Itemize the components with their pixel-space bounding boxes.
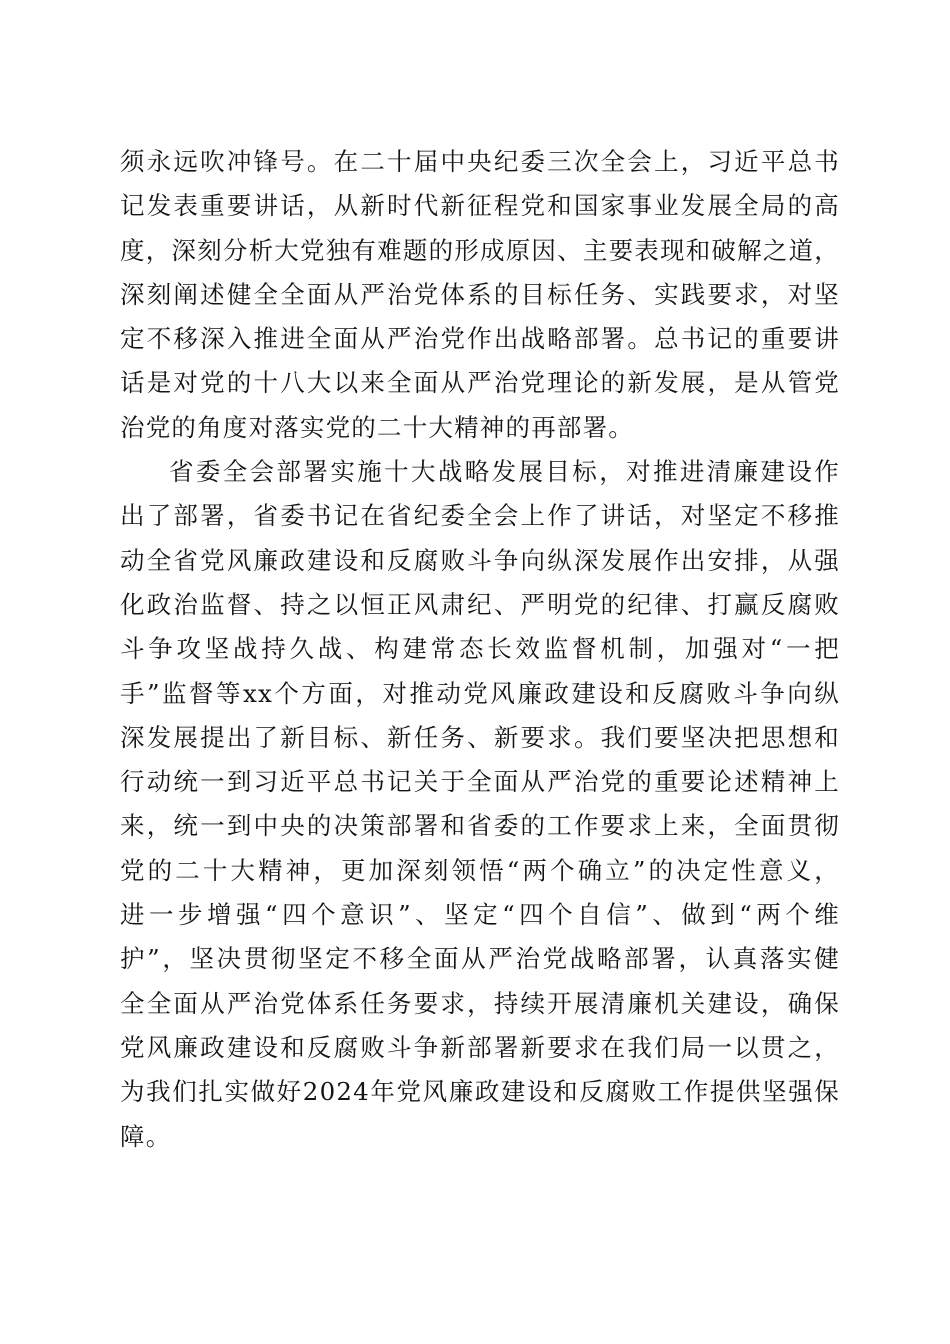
paragraph-1-line-2: 记发表重要讲话，从新时代新征程党和国家事业发展全局的高 (120, 191, 840, 221)
paragraph-2-line-15: 为我们扎实做好2024年党风廉政建设和反腐败工作提供坚强保 (120, 1077, 840, 1107)
paragraph-2-line-11: 进一步增强“四个意识”、坚定“四个自信”、做到“两个维 (120, 900, 840, 930)
paragraph-1-line-5: 定不移深入推进全面从严治党作出战略部署。总书记的重要讲 (120, 324, 840, 354)
paragraph-1-line-6: 话是对党的十八大以来全面从严治党理论的新发展，是从管党 (120, 368, 840, 398)
paragraph-2-line-12: 护”，坚决贯彻坚定不移全面从严治党战略部署，认真落实健 (120, 944, 840, 974)
paragraph-2-line-5: 斗争攻坚战持久战、构建常态长效监督机制，加强对“一把 (120, 634, 840, 664)
paragraph-2-line-14: 党风廉政建设和反腐败斗争新部署新要求在我们局一以贯之， (120, 1032, 840, 1062)
paragraph-2-line-8: 行动统一到习近平总书记关于全面从严治党的重要论述精神上 (120, 767, 840, 797)
paragraph-1-line-4: 深刻阐述健全全面从严治党体系的目标任务、实践要求，对坚 (120, 279, 840, 309)
paragraph-2-line-7: 深发展提出了新目标、新任务、新要求。我们要坚决把思想和 (120, 722, 840, 752)
paragraph-2-line-4: 化政治监督、持之以恒正风肃纪、严明党的纪律、打赢反腐败 (120, 589, 840, 619)
paragraph-2-line-13: 全全面从严治党体系任务要求，持续开展清廉机关建设，确保 (120, 988, 840, 1018)
paragraph-2-line-10: 党的二十大精神，更加深刻领悟“两个确立”的决定性意义， (120, 855, 840, 885)
paragraph-2-line-9: 来，统一到中央的决策部署和省委的工作要求上来，全面贯彻 (120, 811, 840, 841)
paragraph-2-line-6: 手”监督等xx个方面，对推动党风廉政建设和反腐败斗争向纵 (120, 678, 840, 708)
body-text (120, 140, 840, 1159)
paragraph-2-line-16: 障。 (120, 1121, 172, 1151)
paragraph-2-line-3: 动全省党风廉政建设和反腐败斗争向纵深发展作出安排，从强 (120, 545, 840, 575)
paragraph-2-line-2: 出了部署，省委书记在省纪委全会上作了讲话，对坚定不移推 (120, 501, 840, 531)
paragraph-1-line-7: 治党的角度对落实党的二十大精神的再部署。 (120, 412, 634, 442)
paragraph-1-line-3: 度，深刻分析大党独有难题的形成原因、主要表现和破解之道， (120, 235, 840, 265)
paragraph-2-line-1: 省委全会部署实施十大战略发展目标，对推进清廉建设作 (169, 457, 840, 487)
paragraph-1-line-1: 须永远吹冲锋号。在二十届中央纪委三次全会上，习近平总书 (120, 147, 840, 176)
